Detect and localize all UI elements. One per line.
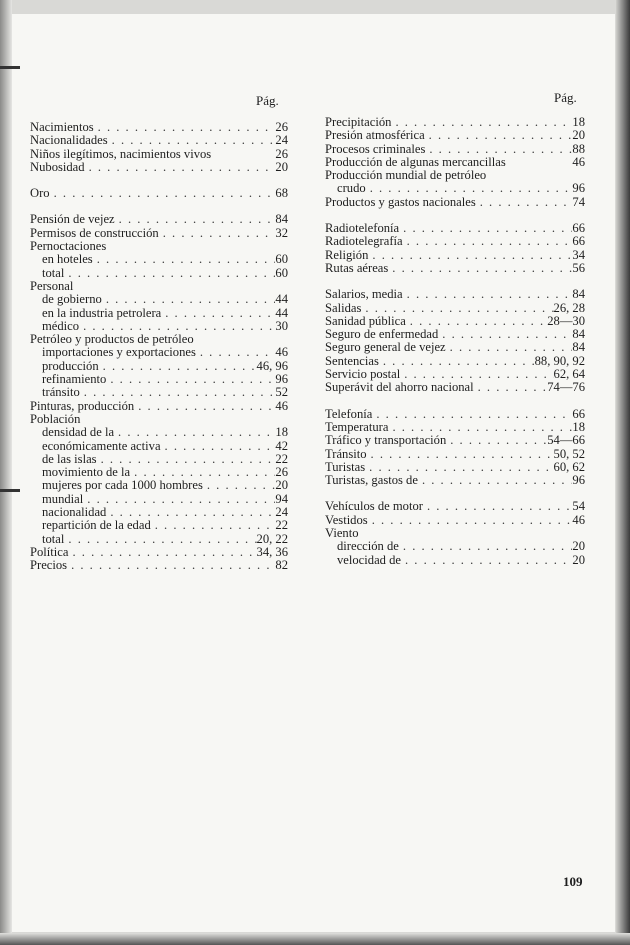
binding-mark [0, 66, 20, 69]
entry-page: 18 [572, 115, 585, 129]
dot-leader [400, 368, 553, 381]
index-entry [30, 466, 288, 479]
index-entry [30, 121, 288, 134]
left-page-header: Pág. [256, 93, 279, 108]
entry-label: velocidad de [337, 552, 401, 567]
entry-page: 46 [275, 345, 288, 360]
entry-label: Niños ilegítimos, nacimientos vivos [30, 146, 212, 161]
dot-leader [359, 527, 585, 540]
dot-leader [476, 196, 573, 209]
index-entry [30, 360, 288, 373]
entry-label: Pensión de vejez [30, 212, 115, 227]
index-entry [30, 519, 288, 532]
entry-page: 54—66 [547, 433, 585, 448]
entry-page: 56 [572, 260, 585, 275]
index-entry [30, 426, 288, 439]
entry-page: 54 [572, 499, 585, 514]
entry-label: Turistas, gastos de [325, 473, 418, 488]
entry-page: 34, 36 [256, 544, 288, 559]
entry-label: nacionalidad [42, 505, 107, 520]
entry-label: refinamiento [42, 372, 107, 387]
entry-label: producción [42, 358, 99, 373]
entry-page: 62, 64 [553, 367, 585, 382]
dot-leader [50, 187, 276, 200]
entry-page: 84 [275, 212, 288, 227]
dot-leader [388, 421, 572, 434]
index-entry [325, 143, 585, 156]
dot-leader [85, 161, 276, 174]
dot-leader [406, 315, 547, 328]
dot-leader [67, 559, 275, 572]
index-entry [325, 408, 585, 421]
dot-leader [399, 222, 572, 235]
dot-leader [368, 514, 573, 527]
dot-leader [446, 341, 573, 354]
entry-label: Pernoctaciones [30, 239, 107, 254]
entry-label: Vestidos [325, 512, 368, 527]
dot-leader [366, 182, 573, 195]
entry-page: 52 [275, 385, 288, 400]
entry-page: 42 [275, 438, 288, 453]
entry-page: 32 [275, 225, 288, 240]
entry-page: 28—30 [547, 313, 585, 328]
entry-page: 44 [275, 305, 288, 320]
entry-label: Tráfico y transportación [325, 433, 447, 448]
dot-leader [114, 426, 275, 439]
index-entry [30, 400, 288, 413]
entry-page: 84 [572, 287, 585, 302]
index-entry [30, 440, 288, 453]
entry-label: de gobierno [42, 292, 102, 307]
entry-label: Nacimientos [30, 120, 94, 134]
entry-page: 60 [275, 265, 288, 280]
dot-leader [106, 373, 275, 386]
entry-label: mujeres por cada 1000 hombres [42, 478, 203, 493]
entry-page: 74 [572, 194, 585, 209]
index-entry [30, 386, 288, 399]
entry-label: tránsito [42, 385, 80, 400]
index-entry [30, 479, 288, 492]
dot-leader [196, 346, 276, 359]
dot-leader [134, 400, 275, 413]
index-entry [325, 355, 585, 368]
dot-leader [161, 307, 275, 320]
entry-page: 96 [572, 181, 585, 196]
entry-label: Telefonía [325, 406, 373, 421]
entry-page: 66 [572, 234, 585, 249]
index-entry [30, 187, 288, 200]
page-left-edge [0, 0, 12, 945]
entry-page: 68 [275, 186, 288, 201]
index-entry [325, 434, 585, 447]
dot-leader [106, 240, 288, 253]
entry-page: 60 [275, 252, 288, 267]
entry-label: Nacionalidades [30, 133, 108, 148]
entry-label: Salidas [325, 300, 362, 315]
entry-page: 96 [275, 372, 288, 387]
entry-label: Servicio postal [325, 367, 401, 382]
entry-label: Nubosidad [30, 159, 85, 174]
entry-page: 96 [572, 473, 585, 488]
entry-page: 46 [572, 512, 585, 527]
index-entry [325, 235, 585, 248]
entry-label: Oro [30, 186, 50, 201]
dot-leader [80, 413, 288, 426]
dot-leader [418, 474, 572, 487]
entry-label: médico [42, 318, 80, 333]
index-entry [325, 474, 585, 487]
entry-page: 82 [275, 558, 288, 573]
entry-label: Salarios, media [325, 287, 403, 302]
dot-leader [446, 434, 547, 447]
entry-label: Temperatura [325, 419, 389, 434]
dot-leader [64, 533, 256, 546]
index-entry [30, 346, 288, 359]
dot-leader [80, 386, 276, 399]
index-entry [30, 493, 288, 506]
index-entry [325, 381, 585, 394]
entry-page: 46, 96 [256, 358, 288, 373]
entry-label: Sanidad pública [325, 313, 406, 328]
dot-leader [102, 293, 276, 306]
index-column-right [325, 116, 585, 567]
index-entry [325, 315, 585, 328]
dot-leader [99, 360, 257, 373]
entry-page: 20 [572, 539, 585, 554]
entry-label: Radiotelefonía [325, 221, 400, 236]
entry-label: Presión atmosférica [325, 128, 425, 143]
index-entry [30, 280, 288, 293]
entry-label: Producción de algunas mercancillas [325, 154, 506, 169]
entry-page: 26 [275, 120, 288, 134]
dot-leader [94, 121, 276, 134]
dot-leader [403, 288, 573, 301]
index-entry [30, 161, 288, 174]
entry-page: 26 [275, 146, 288, 161]
index-entry [30, 227, 288, 240]
dot-leader [68, 546, 256, 559]
dot-leader [151, 519, 276, 532]
entry-label: Sentencias [325, 353, 379, 368]
entry-label: Turistas [325, 459, 366, 474]
index-column-left [30, 121, 288, 573]
index-entry [325, 169, 585, 182]
entry-label: importaciones y exportaciones [42, 345, 196, 360]
dot-leader [388, 262, 572, 275]
index-entry [30, 213, 288, 226]
entry-page: 20 [572, 552, 585, 567]
entry-label: Permisos de construcción [30, 225, 159, 240]
index-entry [30, 546, 288, 559]
entry-page: 44 [275, 292, 288, 307]
entry-label: Seguro general de vejez [325, 340, 446, 355]
dot-leader [108, 134, 276, 147]
index-entry [325, 116, 585, 129]
entry-label: dirección de [337, 539, 399, 554]
index-entry [30, 559, 288, 572]
entry-label: Procesos criminales [325, 141, 426, 156]
entry-label: Pinturas, producción [30, 398, 135, 413]
index-entry [30, 413, 288, 426]
entry-page: 20 [275, 159, 288, 174]
entry-label: Petróleo y productos de petróleo [30, 332, 194, 347]
dot-leader [79, 320, 275, 333]
dot-leader [361, 302, 553, 315]
dot-leader [506, 156, 573, 169]
dot-leader [203, 479, 276, 492]
index-entry [30, 253, 288, 266]
dot-leader [161, 440, 276, 453]
entry-label: de las islas [42, 451, 97, 466]
entry-page: 18 [275, 425, 288, 440]
dot-leader [368, 249, 572, 262]
index-entry [30, 240, 288, 253]
entry-label: Precios [30, 558, 68, 573]
entry-label: Personal [30, 278, 74, 293]
dot-leader [391, 116, 572, 129]
index-entry [325, 540, 585, 553]
entry-page: 46 [275, 398, 288, 413]
index-entry [325, 249, 585, 262]
entry-page: 60, 62 [553, 459, 585, 474]
dot-leader [211, 148, 275, 161]
index-entry [30, 307, 288, 320]
page-number: 109 [563, 874, 583, 889]
entry-page: 84 [572, 327, 585, 342]
index-entry [325, 196, 585, 209]
dot-leader [372, 408, 572, 421]
index-entry [325, 341, 585, 354]
entry-label: Seguro de enfermedad [325, 327, 439, 342]
index-entry [325, 514, 585, 527]
entry-page: 74—76 [547, 380, 585, 395]
index-entry [30, 134, 288, 147]
entry-page: 30 [275, 318, 288, 333]
page-right-edge [616, 0, 630, 945]
index-entry [325, 129, 585, 142]
dot-leader [115, 213, 276, 226]
entry-label: económicamente activa [42, 438, 161, 453]
index-entry [325, 421, 585, 434]
entry-page: 20 [275, 478, 288, 493]
index-entry [30, 320, 288, 333]
dot-leader [438, 328, 572, 341]
dot-leader [106, 506, 275, 519]
entry-label: repartición de la edad [42, 518, 151, 533]
entry-page: 26 [275, 465, 288, 480]
index-entry [325, 182, 585, 195]
index-entry [325, 288, 585, 301]
index-entry [325, 500, 585, 513]
index-entry [30, 453, 288, 466]
dot-leader [403, 235, 573, 248]
dot-leader [367, 448, 554, 461]
binding-mark [0, 489, 20, 492]
entry-label: en hoteles [42, 252, 93, 267]
entry-page: 66 [572, 406, 585, 421]
entry-page: 22 [275, 451, 288, 466]
entry-label: Precipitación [325, 115, 392, 129]
entry-page: 66 [572, 221, 585, 236]
entry-label: total [42, 265, 65, 280]
entry-label: Política [30, 544, 69, 559]
entry-label: densidad de la [42, 425, 115, 440]
dot-leader [425, 143, 572, 156]
dot-leader [159, 227, 276, 240]
entry-page: 84 [572, 340, 585, 355]
index-entry [30, 373, 288, 386]
dot-leader [425, 129, 573, 142]
entry-page: 88, 90, 92 [534, 353, 585, 368]
entry-page: 26, 28 [553, 300, 585, 315]
entry-label: Población [30, 411, 81, 426]
dot-leader [379, 355, 535, 368]
index-entry [325, 302, 585, 315]
index-entry [30, 267, 288, 280]
entry-page: 18 [572, 419, 585, 434]
entry-label: Viento [325, 526, 359, 541]
entry-label: total [42, 531, 65, 546]
index-entry [325, 328, 585, 341]
index-entry [325, 368, 585, 381]
dot-leader [194, 333, 288, 346]
dot-leader [73, 280, 288, 293]
entry-label: mundial [42, 491, 84, 506]
entry-page: 34 [572, 247, 585, 262]
index-entry [325, 156, 585, 169]
entry-page: 94 [275, 491, 288, 506]
entry-page: 46 [572, 154, 585, 169]
index-entry [325, 554, 585, 567]
entry-label: Rutas aéreas [325, 260, 389, 275]
entry-label: crudo [337, 181, 366, 196]
index-entry [30, 333, 288, 346]
entry-label: Productos y gastos nacionales [325, 194, 476, 209]
index-entry [325, 222, 585, 235]
entry-label: Radiotelegrafía [325, 234, 403, 249]
index-entry [30, 293, 288, 306]
entry-label: Religión [325, 247, 369, 262]
dot-leader [401, 554, 572, 567]
index-entry [325, 527, 585, 540]
entry-page: 22 [275, 518, 288, 533]
index-entry [30, 148, 288, 161]
entry-label: en la industria petrolera [42, 305, 162, 320]
entry-page: 88 [572, 141, 585, 156]
dot-leader [64, 267, 275, 280]
dot-leader [130, 466, 275, 479]
dot-leader [97, 453, 276, 466]
index-entry [30, 533, 288, 546]
entry-label: Producción mundial de petróleo [325, 168, 487, 183]
entry-label: Superávit del ahorro nacional [325, 380, 474, 395]
dot-leader [486, 169, 585, 182]
entry-page: 20 [572, 128, 585, 143]
entry-page: 20, 22 [256, 531, 288, 546]
entry-label: Vehículos de motor [325, 499, 423, 514]
dot-leader [83, 493, 275, 506]
entry-page: 50, 52 [553, 446, 585, 461]
index-entry [30, 506, 288, 519]
page-bottom-edge [0, 933, 630, 945]
dot-leader [423, 500, 572, 513]
index-entry [325, 448, 585, 461]
entry-label: movimiento de la [42, 465, 131, 480]
right-page-header: Pág. [554, 90, 577, 105]
entry-page: 24 [275, 133, 288, 148]
index-entry [325, 461, 585, 474]
dot-leader [93, 253, 276, 266]
entry-page: 24 [275, 505, 288, 520]
entry-label: Tránsito [325, 446, 367, 461]
dot-leader [399, 540, 573, 553]
index-entry [325, 262, 585, 275]
dot-leader [474, 381, 548, 394]
dot-leader [365, 461, 553, 474]
